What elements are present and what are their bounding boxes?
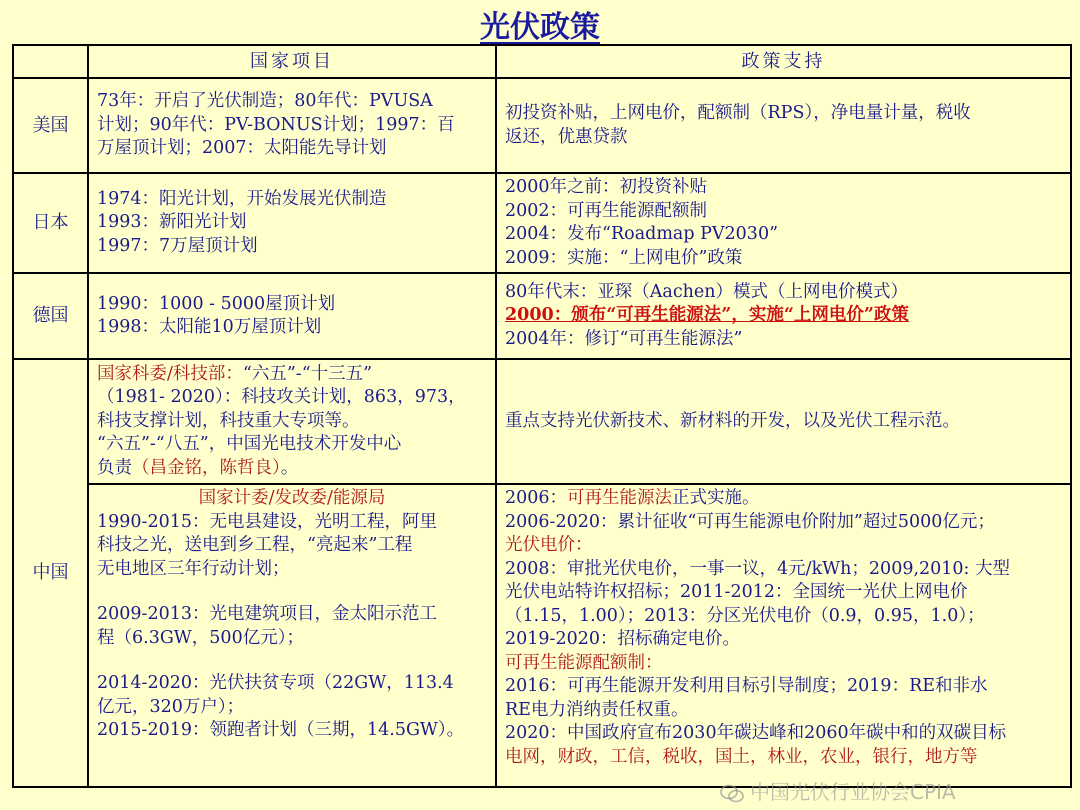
china-dev-line: 2014-2020：光伏扶贫专项（22GW，113.4 [97, 673, 454, 693]
usa-project-line: 万屋顶计划；2007：太阳能先导计划 [97, 138, 387, 159]
china-science-resp: 负责 [97, 457, 132, 478]
china-science-line: （1981- 2020）：科技攻关计划，863，973， [97, 387, 466, 408]
law-effective: 正式实施。 [672, 488, 760, 508]
china-policy-departments: 电网，财政，工信，税收，国土，林业，农业，银行，地方等 [505, 746, 978, 767]
year-2006: 2006： [505, 488, 568, 508]
germany-policy-highlight: 2000：颁布“可再生能源法”，实施“上网电价”政策 [505, 305, 909, 326]
watermark-text: 中国光伏行业协会CPIA [750, 780, 956, 804]
spacer [97, 581, 487, 603]
usa-project-line: 73年：开启了光伏制造；80年代：PVUSA [97, 91, 433, 112]
germany-policy-line: 80年代末：亚琛（Aachen）模式（上网电价模式） [505, 281, 909, 302]
germany-project-line: 1998：太阳能10万屋顶计划 [97, 317, 322, 337]
china-dev-line: 1990-2015：无电县建设，光明工程，阿里 [97, 511, 437, 532]
spacer [97, 650, 487, 672]
country-germany: 德国 [13, 273, 88, 359]
table-header-row [13, 45, 1071, 78]
china-science-projects [88, 359, 496, 484]
usa-projects [88, 78, 496, 173]
china-science-end: 。 [280, 457, 299, 478]
pv-price-heading: 光伏电价： [505, 535, 593, 555]
china-science-agency: 国家科委/科技部： [97, 363, 243, 384]
usa-policy [496, 78, 1071, 173]
watermark [720, 776, 1070, 806]
header-projects: 国家项目 [88, 45, 496, 78]
china-science-line [97, 457, 487, 481]
china-dev-projects [88, 484, 496, 787]
quota-heading: 可再生能源配额制： [505, 652, 663, 673]
china-science-period: “六五”-“十三五” [242, 363, 373, 384]
china-dev-line: 2015-2019：领跑者计划（三期，14.5GW）。 [97, 720, 465, 740]
usa-project-line: 计划；90年代：PV-BONUS计划；1997：百 [97, 114, 455, 135]
china-policy-line: 光伏电站特许权招标；2011-2012：全国统一光伏上网电价 [505, 582, 968, 602]
country-china: 中国 [13, 359, 88, 787]
japan-policy-line: 2002：可再生能源配额制 [505, 200, 708, 221]
china-dev-line: 程（6.3GW，500亿元）； [97, 627, 304, 648]
row-usa [13, 78, 1071, 173]
row-japan [13, 173, 1071, 273]
china-dev-line: 2009-2013：光电建筑项目，金太阳示范工 [97, 604, 437, 624]
japan-project-line: 1974：阳光计划，开始发展光伏制造 [97, 188, 387, 209]
germany-projects [88, 273, 496, 359]
china-dev-line: 亿元，320万户）； [97, 696, 245, 717]
japan-policy [496, 173, 1071, 273]
germany-policy [496, 273, 1071, 359]
china-policy-line [505, 487, 1062, 511]
country-japan: 日本 [13, 173, 88, 273]
china-policy-line: RE电力消纳责任权重。 [505, 699, 689, 720]
china-dev-agency: 国家计委/发改委/能源局 [198, 488, 386, 508]
china-dev-policy [496, 484, 1071, 787]
header-empty [13, 45, 88, 78]
china-dev-line: 科技之光，送电到乡工程，“亮起来”工程 [97, 535, 413, 555]
policy-table [12, 44, 1072, 788]
germany-project-line: 1990：1000 - 5000屋顶计划 [97, 293, 336, 314]
usa-policy-line: 返还，优惠贷款 [505, 126, 628, 147]
row-china-development [13, 484, 1071, 787]
header-policy: 政策支持 [496, 45, 1071, 78]
china-policy-line: 2008：审批光伏电价，一事一议，4元/kWh；2009,2010: 大型 [505, 558, 1011, 579]
china-science-people: （昌金铭，陈哲良） [132, 457, 281, 478]
japan-project-line: 1997：7万屋顶计划 [97, 235, 258, 256]
wechat-icon [720, 784, 744, 804]
china-science-line [97, 363, 487, 387]
china-policy-line: 2016：可再生能源开发利用目标引导制度；2019：RE和非水 [505, 676, 988, 696]
row-germany [13, 273, 1071, 359]
germany-policy-line: 2004年：修订“可再生能源法” [505, 328, 743, 349]
china-policy-line: 2020：中国政府宣布2030年碳达峰和2060年碳中和的双碳目标 [505, 723, 1007, 743]
china-dev-line: 无电地区三年行动计划； [97, 558, 290, 579]
usa-policy-line: 初投资补贴，上网电价，配额制（RPS），净电量计量，税收 [505, 103, 971, 123]
renewable-law: 可再生能源法 [567, 488, 673, 508]
page-title: 光伏政策 [480, 10, 600, 45]
china-policy-line: 2019-2020：招标确定电价。 [505, 629, 740, 649]
japan-projects [88, 173, 496, 273]
china-science-line: 科技支撑计划，科技重大专项等。 [97, 410, 360, 431]
china-science-policy: 重点支持光伏新技术、新材料的开发，以及光伏工程示范。 [496, 359, 1071, 484]
china-policy-line: 2006-2020：累计征收“可再生能源电价附加”超过5000亿元； [505, 511, 995, 532]
row-china-science [13, 359, 1071, 484]
japan-project-line: 1993：新阳光计划 [97, 212, 247, 233]
china-science-line: “六五”-“八五”，中国光电技术开发中心 [97, 434, 402, 455]
japan-policy-line: 2009：实施：“上网电价”政策 [505, 247, 743, 268]
country-usa: 美国 [13, 78, 88, 173]
japan-policy-line: 2004：发布“Roadmap PV2030” [505, 224, 779, 244]
japan-policy-line: 2000年之前：初投资补贴 [505, 177, 708, 197]
china-policy-line: （1.15，1.00）；2013：分区光伏电价（0.9，0.95，1.0）； [505, 605, 985, 626]
